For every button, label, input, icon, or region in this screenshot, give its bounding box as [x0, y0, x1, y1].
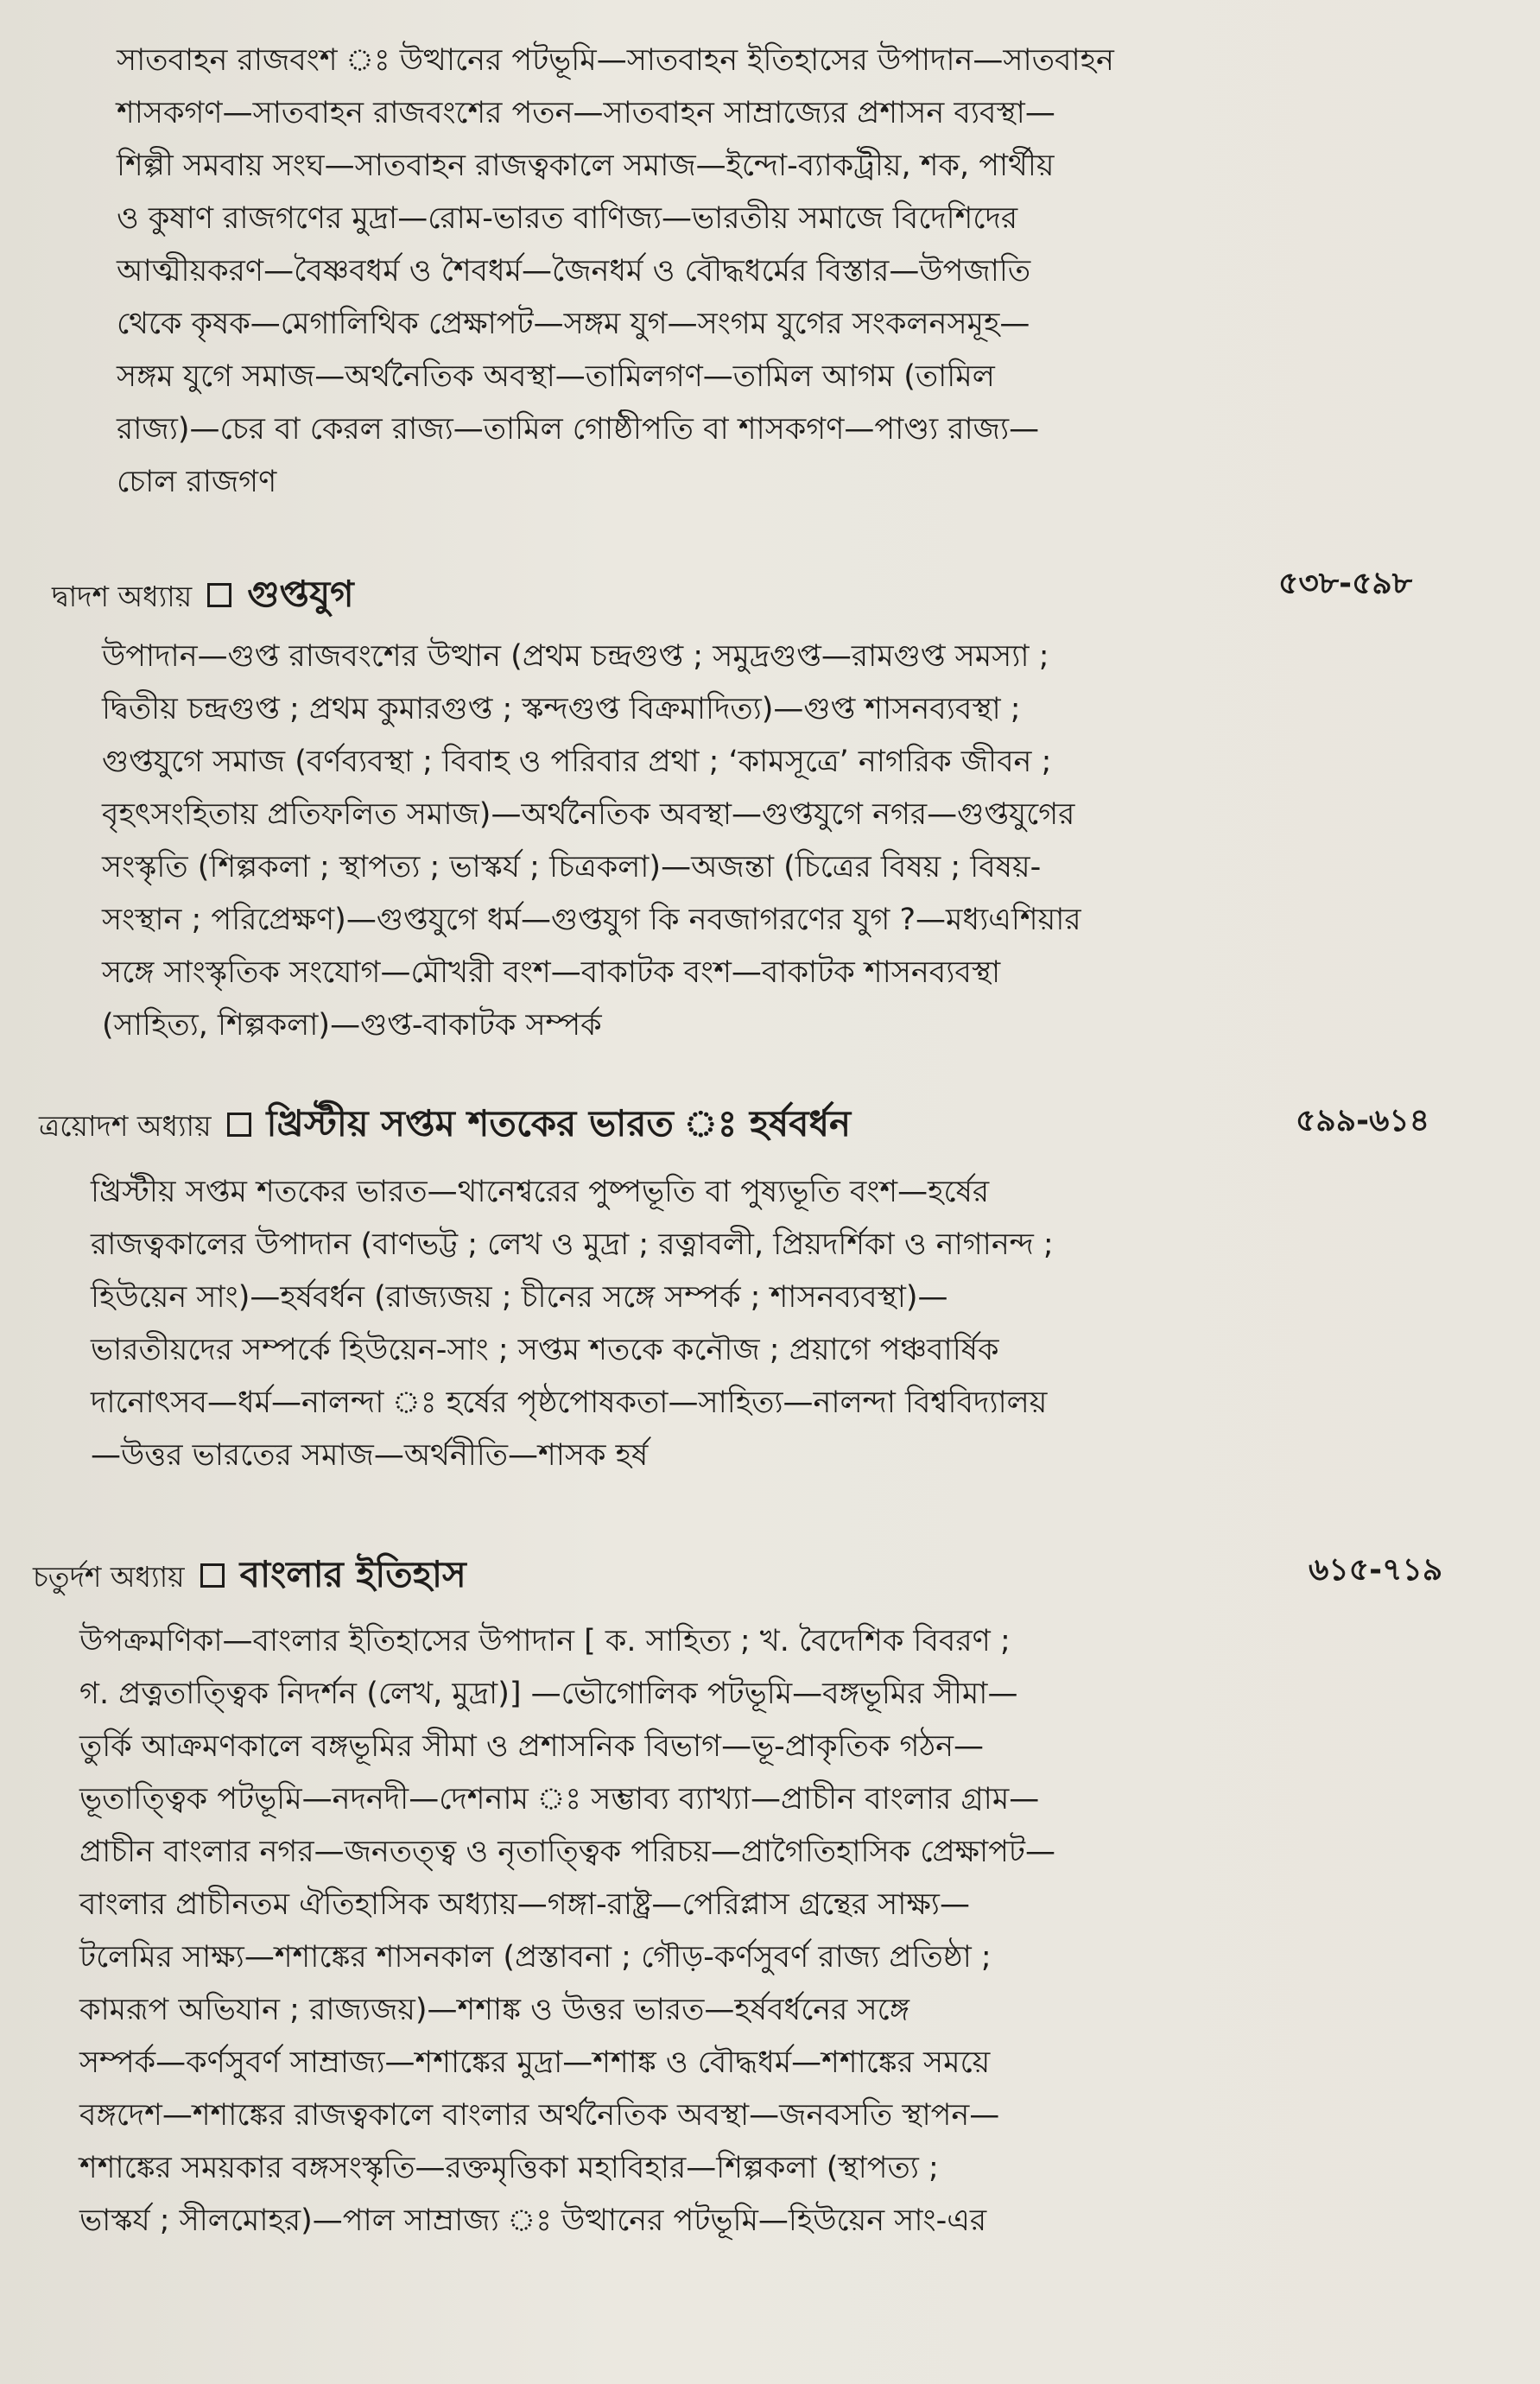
box-bullet-icon [200, 1563, 225, 1588]
chapter-page-range: ৫৯৯-৬১৪ [1296, 1103, 1430, 1138]
text-line: রাজত্বকালের উপাদান (বাণভট্ট ; লেখ ও মুদ্রা ; রত্নাবলী, প্রিয়দর্শিকা ও নাগানন্দ ; [91, 1227, 1054, 1262]
text-line: সংস্থান ; পরিপ্রেক্ষণ)—গুপ্তযুগে ধর্ম—গুপ্তযুগ কি নবজাগরণের যুগ ?—মধ্যএশিয়ার [102, 903, 1081, 937]
text-line: শিল্পী সমবায় সংঘ—সাতবাহন রাজত্বকালে সমাজ—ইন্দো-ব্যাকট্রীয়, শক, পার্থীয় [117, 149, 1055, 183]
chapter-heading [52, 566, 354, 627]
chapter-heading [39, 1095, 851, 1157]
text-line: সঙ্গম যুগে সমাজ—অর্থনৈতিক অবস্থা—তামিলগণ—তামিল আগম (তামিল [117, 359, 995, 394]
chapter-number: চতুর্দশ অধ্যায় [33, 1560, 185, 1594]
text-line: টলেমির সাক্ষ্য—শশাঙ্কের শাসনকাল (প্রস্তাবনা ; গৌড়-কর্ণসুবর্ণ রাজ্য প্রতিষ্ঠা ; [79, 1940, 992, 1975]
chapter-title: বাংলার ইতিহাস [239, 1553, 466, 1595]
text-line: (সাহিত্য, শিল্পকলা)—গুপ্ত-বাকাটক সম্পর্ক [102, 1008, 602, 1043]
chapter-title: খ্রিস্টীয় সপ্তম শতকের ভারত ঃ হর্ষবর্ধন [266, 1102, 852, 1144]
text-line: আত্মীয়করণ—বৈষ্ণবধর্ম ও শৈবধর্ম—জৈনধর্ম ও বৌদ্ধধর্মের বিস্তার—উপজাতি [117, 254, 1031, 288]
chapter-number: ত্রয়োদশ অধ্যায় [39, 1109, 212, 1143]
text-line: হিউয়েন সাং)—হর্ষবর্ধন (রাজ্যজয় ; চীনের সঙ্গে সম্পর্ক ; শাসনব্যবস্থা)— [91, 1280, 948, 1315]
text-line: ভূতাত্ত্বিক পটভূমি—নদনদী—দেশনাম ঃ সম্ভাব্য ব্যাখ্যা—প্রাচীন বাংলার গ্রাম— [79, 1782, 1040, 1817]
text-line: বঙ্গদেশ—শশাঙ্কের রাজত্বকালে বাংলার অর্থনৈতিক অবস্থা—জনবসতি স্থাপন— [79, 2098, 1000, 2133]
chapter-contents [91, 1166, 1188, 1482]
text-line: ভারতীয়দের সম্পর্কে হিউয়েন-সাং ; সপ্তম শতকে কনৌজ ; প্রয়াগে পঞ্চবার্ষিক [91, 1333, 999, 1367]
intro-paragraph [117, 35, 1179, 509]
chapter-contents [102, 631, 1182, 1052]
chapter-contents [79, 1615, 1202, 2248]
text-line: ও কুষাণ রাজগণের মুদ্রা—রোম-ভারত বাণিজ্য—ভারতীয় সমাজে বিদেশিদের [117, 201, 1018, 236]
text-line: বৃহৎসংহিতায় প্রতিফলিত সমাজ)—অর্থনৈতিক অবস্থা—গুপ্তযুগে নগর—গুপ্তযুগের [102, 797, 1075, 832]
text-line: শাসকগণ—সাতবাহন রাজবংশের পতন—সাতবাহন সাম্রাজ্যের প্রশাসন ব্যবস্থা— [117, 96, 1055, 130]
text-line: উপাদান—গুপ্ত রাজবংশের উত্থান (প্রথম চন্দ্রগুপ্ত ; সমুদ্রগুপ্ত—রামগুপ্ত সমস্যা ; [102, 639, 1049, 674]
text-line: দ্বিতীয় চন্দ্রগুপ্ত ; প্রথম কুমারগুপ্ত ; স্কন্দগুপ্ত বিক্রমাদিত্য)—গুপ্ত শাসনব্যবস্থা ; [102, 692, 1021, 726]
text-line: সঙ্গে সাংস্কৃতিক সংযোগ—মৌখরী বংশ—বাকাটক বংশ—বাকাটক শাসনব্যবস্থা [102, 955, 1001, 990]
box-bullet-icon [227, 1113, 251, 1137]
chapter-heading [33, 1546, 466, 1607]
text-line: দানোৎসব—ধর্ম—নালন্দা ঃ হর্ষের পৃষ্ঠপোষকতা—সাহিত্য—নালন্দা বিশ্ববিদ্যালয় [91, 1385, 1048, 1420]
text-line: সাতবাহন রাজবংশ ঃ উত্থানের পটভূমি—সাতবাহন ইতিহাসের উপাদান—সাতবাহন [117, 43, 1114, 78]
text-line: সম্পর্ক—কর্ণসুবর্ণ সাম্রাজ্য—শশাঙ্কের মুদ্রা—শশাঙ্ক ও বৌদ্ধধর্ম—শশাঙ্কের সময়ে [79, 2045, 991, 2080]
text-line: রাজ্য)—চের বা কেরল রাজ্য—তামিল গোষ্ঠীপতি বা শাসকগণ—পাণ্ড্য রাজ্য— [117, 412, 1040, 447]
box-bullet-icon [207, 583, 231, 607]
chapter-page-range: ৬১৫-৭১৯ [1309, 1552, 1443, 1588]
text-line: উপক্রমণিকা—বাংলার ইতিহাসের উপাদান [ ক. সাহিত্য ; খ. বৈদেশিক বিবরণ ; [79, 1624, 1011, 1658]
text-line: থেকে কৃষক—মেগালিথিক প্রেক্ষাপট—সঙ্গম যুগ—সংগম যুগের সংকলনসমূহ— [117, 307, 1030, 341]
text-line: তুর্কি আক্রমণকালে বঙ্গভূমির সীমা ও প্রশাসনিক বিভাগ—ভূ-প্রাকৃতিক গঠন— [79, 1729, 984, 1764]
text-line: খ্রিস্টীয় সপ্তম শতকের ভারত—থানেশ্বরের পুষ্পভূতি বা পুষ্যভূতি বংশ—হর্ষের [91, 1175, 990, 1209]
text-line: গুপ্তযুগে সমাজ (বর্ণব্যবস্থা ; বিবাহ ও পরিবার প্রথা ; ‘কামসূত্রে’ নাগরিক জীবন ; [102, 745, 1052, 779]
chapter-number: দ্বাদশ অধ্যায় [52, 580, 193, 613]
chapter-page-range: ৫৩৮-৫৯৮ [1278, 566, 1413, 601]
chapter-title: গুপ্তযুগ [247, 573, 354, 615]
text-line: শশাঙ্কের সময়কার বঙ্গসংস্কৃতি—রক্তমৃত্তিকা মহাবিহার—শিল্পকলা (স্থাপত্য ; [79, 2151, 939, 2185]
text-line: কামরূপ অভিযান ; রাজ্যজয়)—শশাঙ্ক ও উত্তর ভারত—হর্ষবর্ধনের সঙ্গে [79, 1993, 909, 2027]
text-line: চোল রাজগণ [117, 465, 277, 499]
text-line: বাংলার প্রাচীনতম ঐতিহাসিক অধ্যায়—গঙ্গা-রাষ্ট্র—পেরিপ্লাস গ্রন্থের সাক্ষ্য— [79, 1887, 970, 1922]
text-line: ভাস্কর্য ; সীলমোহর)—পাল সাম্রাজ্য ঃ উত্থানের পটভূমি—হিউয়েন সাং-এর [79, 2203, 987, 2238]
text-line: প্রাচীন বাংলার নগর—জনতত্ত্ব ও নৃতাত্ত্বিক পরিচয়—প্রাগৈতিহাসিক প্রেক্ষাপট— [79, 1835, 1055, 1869]
text-line: —উত্তর ভারতের সমাজ—অর্থনীতি—শাসক হর্ষ [91, 1438, 649, 1473]
text-line: গ. প্রত্নতাত্ত্বিক নিদর্শন (লেখ, মুদ্রা)] —ভৌগোলিক পটভূমি—বঙ্গভূমির সীমা— [79, 1677, 1018, 1711]
text-line: সংস্কৃতি (শিল্পকলা ; স্থাপত্য ; ভাস্কর্য ; চিত্রকলা)—অজন্তা (চিত্রের বিষয় ; বিষয়- [102, 850, 1042, 884]
